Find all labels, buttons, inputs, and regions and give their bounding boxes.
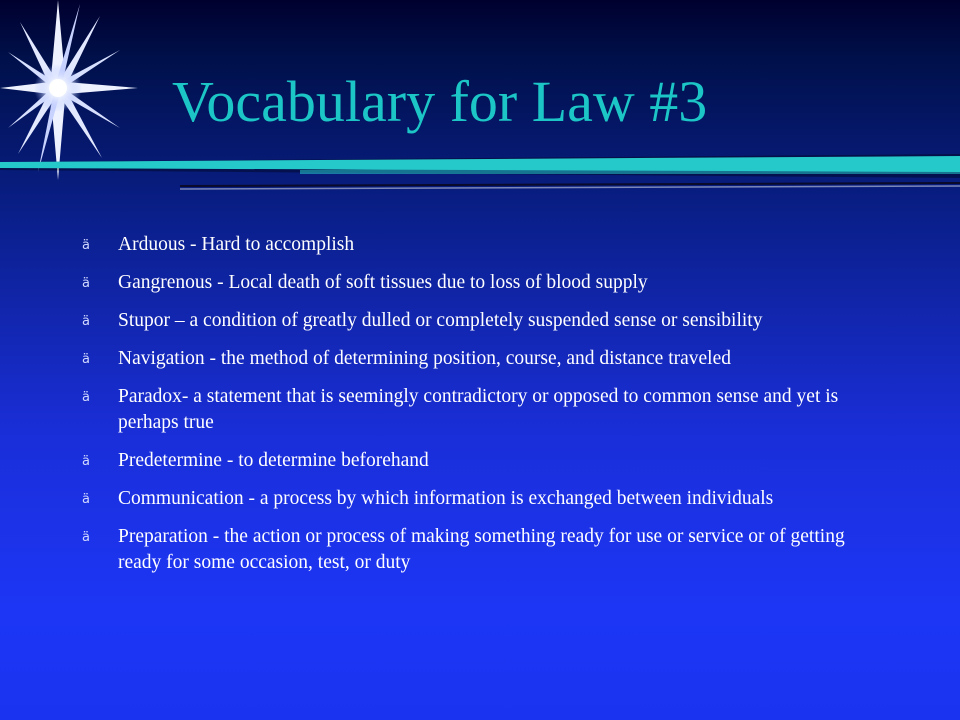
slide-title: Vocabulary for Law #3 — [172, 69, 708, 134]
bullet-icon: ä — [82, 238, 90, 253]
title-underline — [0, 150, 960, 200]
list-item — [82, 384, 882, 436]
vocabulary-list — [82, 232, 882, 588]
bullet-icon: ä — [82, 390, 90, 405]
list-item-text: Preparation - the action or process of making something ready for use or service or of getting ready for some occasion, test, or duty — [118, 526, 845, 573]
list-item — [82, 486, 882, 512]
list-item-text: Stupor – a condition of greatly dulled or completely suspended sense or sensibility — [118, 310, 763, 331]
list-item-text: Communication - a process by which information is exchanged between individuals — [118, 488, 774, 509]
bullet-icon: ä — [82, 352, 90, 367]
list-item — [82, 232, 882, 258]
bullet-icon: ä — [82, 276, 90, 291]
list-item — [82, 346, 882, 372]
list-item-text: Predetermine - to determine beforehand — [118, 450, 429, 471]
bullet-icon: ä — [82, 530, 90, 545]
list-item-text: Paradox- a statement that is seemingly contradictory or opposed to common sense and yet is perhaps true — [118, 386, 839, 433]
list-item — [82, 448, 882, 474]
bullet-icon: ä — [82, 314, 90, 329]
list-item — [82, 308, 882, 334]
list-item-text: Gangrenous - Local death of soft tissues due to loss of blood supply — [118, 272, 648, 293]
bullet-icon: ä — [82, 492, 90, 507]
list-item — [82, 524, 882, 576]
bullet-icon: ä — [82, 454, 90, 469]
list-item-text: Arduous - Hard to accomplish — [118, 234, 355, 255]
list-item-text: Navigation - the method of determining position, course, and distance traveled — [118, 348, 731, 369]
list-item — [82, 270, 882, 296]
